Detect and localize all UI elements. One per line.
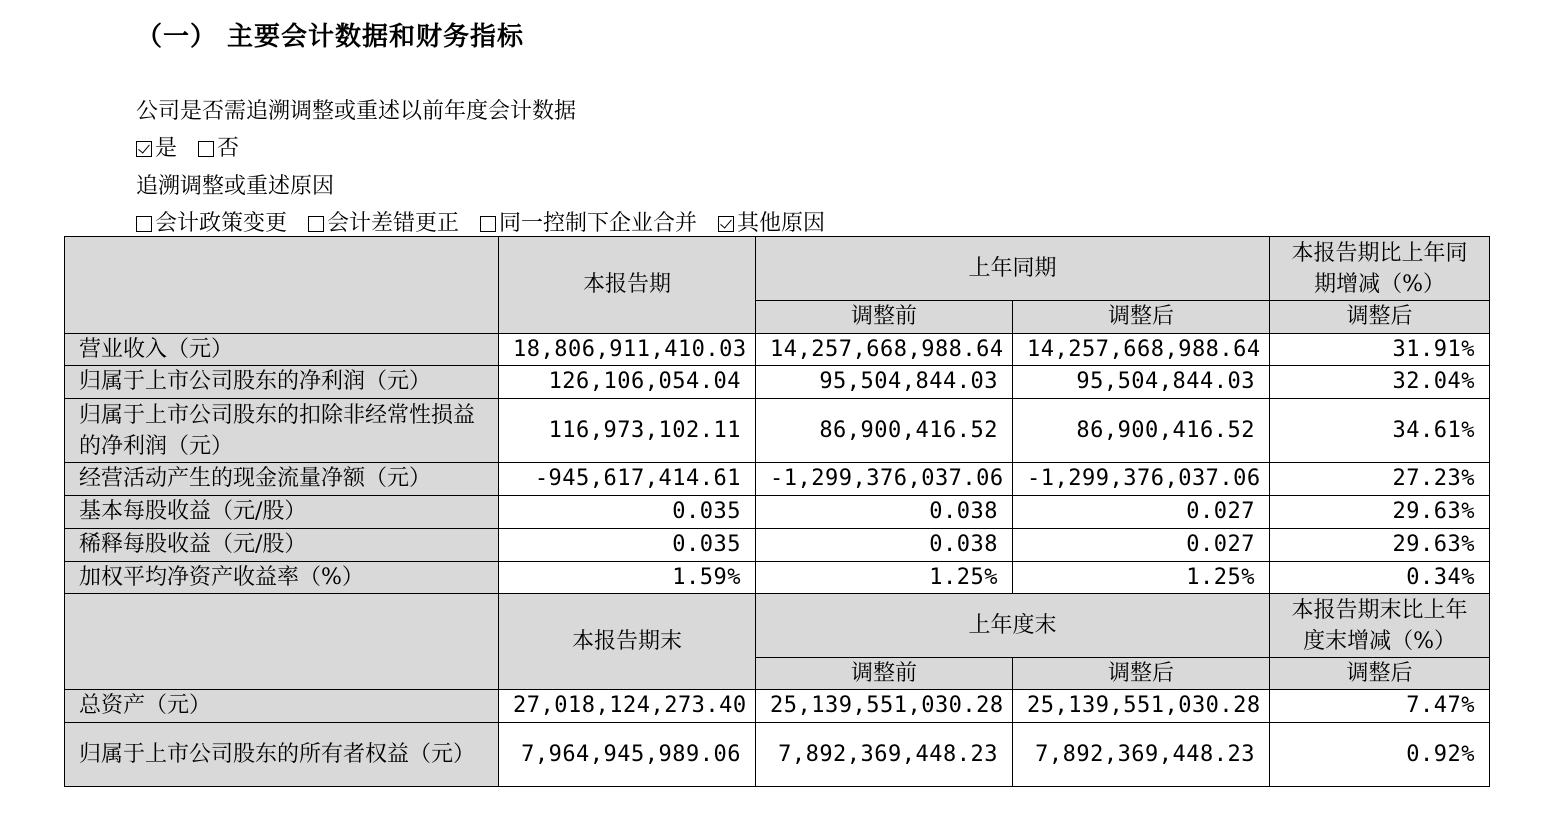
cell-after: 1.25% bbox=[1013, 562, 1270, 594]
option-label: 会计差错更正 bbox=[327, 211, 460, 236]
option-label: 同一控制下企业合并 bbox=[499, 211, 698, 236]
table-row bbox=[65, 690, 1490, 723]
header-prior-period: 上年同期 bbox=[756, 237, 1270, 301]
cell-current: 18,806,911,410.03 bbox=[499, 334, 756, 366]
cell-current: 0.035 bbox=[499, 496, 756, 529]
row-label: 营业收入（元） bbox=[65, 334, 499, 366]
checkbox-empty-icon[interactable] bbox=[198, 141, 214, 157]
checkbox-empty-icon[interactable] bbox=[480, 216, 496, 232]
cell-before: 1.25% bbox=[756, 562, 1013, 594]
cell-current: 1.59% bbox=[499, 562, 756, 594]
table-header-row bbox=[65, 594, 1490, 658]
financial-data-table bbox=[64, 236, 1490, 787]
header-change: 本报告期末比上年度末增减（%） bbox=[1270, 594, 1490, 658]
cell-before: 86,900,416.52 bbox=[756, 399, 1013, 463]
cell-change: 29.63% bbox=[1270, 529, 1490, 562]
reason-options bbox=[136, 206, 839, 237]
cell-change: 32.04% bbox=[1270, 366, 1490, 399]
cell-before: 0.038 bbox=[756, 529, 1013, 562]
cell-current: -945,617,414.61 bbox=[499, 463, 756, 496]
section-title: （一） 主要会计数据和财务指标 bbox=[136, 22, 525, 52]
cell-after: 25,139,551,030.28 bbox=[1013, 690, 1270, 723]
restatement-question: 公司是否需追溯调整或重述以前年度会计数据 bbox=[136, 99, 577, 124]
table-row bbox=[65, 334, 1490, 366]
cell-after: 0.027 bbox=[1013, 529, 1270, 562]
header-blank-cell bbox=[65, 237, 499, 334]
row-label: 加权平均净资产收益率（%） bbox=[65, 562, 499, 594]
reason-title: 追溯调整或重述原因 bbox=[136, 174, 335, 199]
reason-option-other[interactable] bbox=[718, 206, 825, 237]
header-after-adjust: 调整后 bbox=[1013, 301, 1270, 334]
option-label: 否 bbox=[217, 136, 240, 161]
checkbox-checked-icon[interactable] bbox=[718, 216, 734, 232]
answer-option-yes[interactable] bbox=[136, 131, 177, 162]
table-row bbox=[65, 463, 1490, 496]
option-label: 其他原因 bbox=[737, 211, 826, 236]
checkbox-empty-icon[interactable] bbox=[308, 216, 324, 232]
row-label: 总资产（元） bbox=[65, 690, 499, 723]
cell-current: 0.035 bbox=[499, 529, 756, 562]
table-header-row bbox=[65, 237, 1490, 301]
cell-before: 0.038 bbox=[756, 496, 1013, 529]
table-row bbox=[65, 529, 1490, 562]
cell-current: 116,973,102.11 bbox=[499, 399, 756, 463]
cell-after: -1,299,376,037.06 bbox=[1013, 463, 1270, 496]
cell-after: 14,257,668,988.64 bbox=[1013, 334, 1270, 366]
cell-after: 86,900,416.52 bbox=[1013, 399, 1270, 463]
cell-current: 27,018,124,273.40 bbox=[499, 690, 756, 723]
cell-before: -1,299,376,037.06 bbox=[756, 463, 1013, 496]
table-row bbox=[65, 723, 1490, 787]
cell-change: 34.61% bbox=[1270, 399, 1490, 463]
row-label: 归属于上市公司股东的扣除非经常性损益的净利润（元） bbox=[65, 399, 499, 463]
cell-before: 14,257,668,988.64 bbox=[756, 334, 1013, 366]
row-label: 基本每股收益（元/股） bbox=[65, 496, 499, 529]
checkbox-empty-icon[interactable] bbox=[136, 216, 152, 232]
header-prior-year-end: 上年度末 bbox=[756, 594, 1270, 658]
row-label: 经营活动产生的现金流量净额（元） bbox=[65, 463, 499, 496]
cell-change: 27.23% bbox=[1270, 463, 1490, 496]
table-row bbox=[65, 366, 1490, 399]
reason-option-merger[interactable] bbox=[480, 206, 697, 237]
cell-change: 31.91% bbox=[1270, 334, 1490, 366]
answer-option-no[interactable] bbox=[198, 131, 239, 162]
header-current-period: 本报告期 bbox=[499, 237, 756, 334]
row-label: 归属于上市公司股东的净利润（元） bbox=[65, 366, 499, 399]
row-label: 归属于上市公司股东的所有者权益（元） bbox=[65, 723, 499, 787]
header-before-adjust: 调整前 bbox=[756, 658, 1013, 690]
header-period-end: 本报告期末 bbox=[499, 594, 756, 690]
cell-before: 25,139,551,030.28 bbox=[756, 690, 1013, 723]
answer-options bbox=[136, 131, 253, 162]
header-change: 本报告期比上年同期增减（%） bbox=[1270, 237, 1490, 301]
cell-change: 0.92% bbox=[1270, 723, 1490, 787]
cell-before: 95,504,844.03 bbox=[756, 366, 1013, 399]
cell-after: 0.027 bbox=[1013, 496, 1270, 529]
cell-after: 7,892,369,448.23 bbox=[1013, 723, 1270, 787]
cell-change: 29.63% bbox=[1270, 496, 1490, 529]
reason-option-error-correction[interactable] bbox=[308, 206, 459, 237]
table-row bbox=[65, 496, 1490, 529]
header-blank-cell bbox=[65, 594, 499, 690]
option-label: 会计政策变更 bbox=[155, 211, 288, 236]
cell-current: 7,964,945,989.06 bbox=[499, 723, 756, 787]
cell-change: 7.47% bbox=[1270, 690, 1490, 723]
table-row bbox=[65, 399, 1490, 463]
reason-option-policy-change[interactable] bbox=[136, 206, 287, 237]
table-row bbox=[65, 562, 1490, 594]
row-label: 稀释每股收益（元/股） bbox=[65, 529, 499, 562]
checkbox-checked-icon[interactable] bbox=[136, 141, 152, 157]
header-change-adjusted: 调整后 bbox=[1270, 658, 1490, 690]
header-before-adjust: 调整前 bbox=[756, 301, 1013, 334]
header-change-adjusted: 调整后 bbox=[1270, 301, 1490, 334]
header-after-adjust: 调整后 bbox=[1013, 658, 1270, 690]
cell-change: 0.34% bbox=[1270, 562, 1490, 594]
cell-current: 126,106,054.04 bbox=[499, 366, 756, 399]
cell-before: 7,892,369,448.23 bbox=[756, 723, 1013, 787]
option-label: 是 bbox=[155, 136, 178, 161]
cell-after: 95,504,844.03 bbox=[1013, 366, 1270, 399]
